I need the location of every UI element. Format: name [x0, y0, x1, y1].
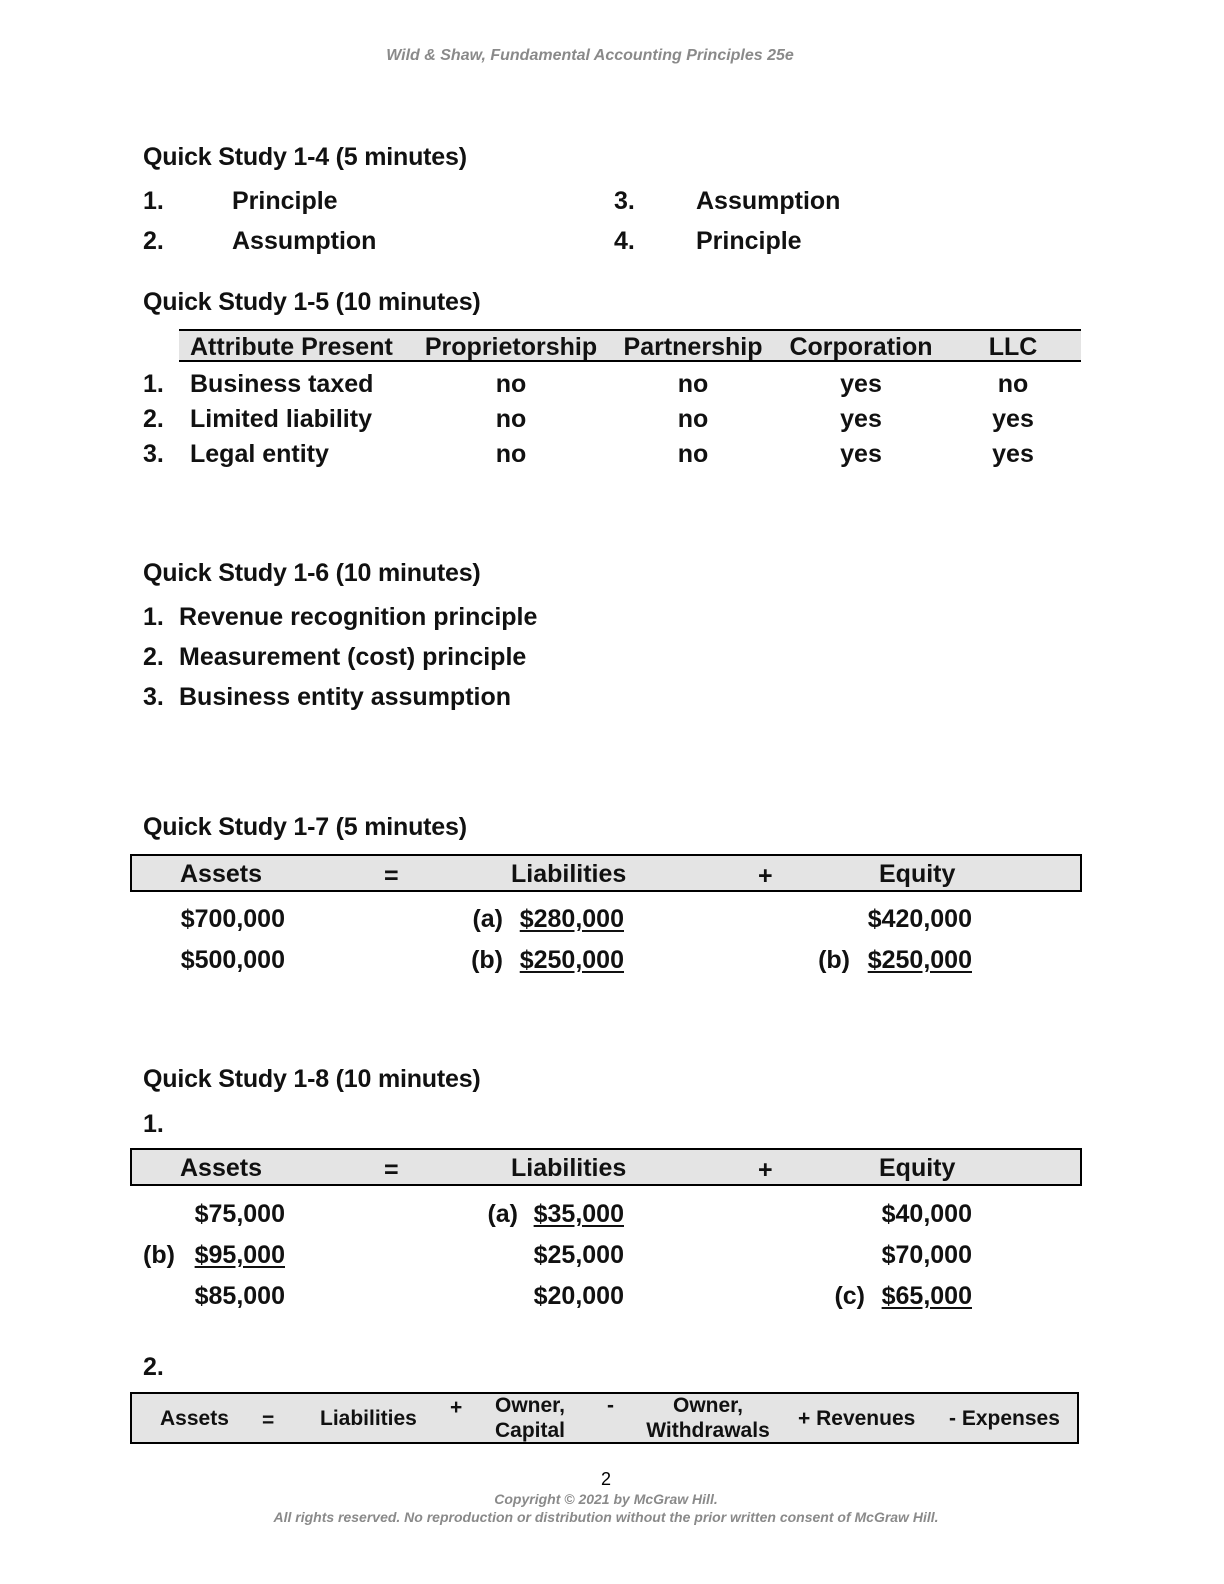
qs18-assets-value: $85,000 [194, 1282, 285, 1310]
qs18-part1-label: 1. [143, 1110, 164, 1138]
expanded-withdrawals-line2: Withdrawals [646, 1419, 770, 1442]
qs18-liab-tag: (a) [487, 1200, 518, 1228]
qs15-cell: yes [992, 440, 1034, 468]
expanded-minus: - [607, 1394, 614, 1417]
expanded-equals: = [262, 1409, 275, 1432]
qs16-title: Quick Study 1-6 (10 minutes) [143, 559, 481, 587]
qs15-row-num: 1. [143, 370, 164, 398]
expanded-assets: Assets [160, 1407, 229, 1430]
qs16-item-num: 1. [143, 603, 164, 631]
expanded-expenses: - Expenses [949, 1407, 1060, 1430]
qs15-cell: yes [840, 440, 882, 468]
qs17-assets-value: $700,000 [180, 905, 285, 933]
qs14-item-text: Principle [696, 227, 802, 255]
expanded-capital-line1: Owner, [494, 1394, 566, 1417]
qs18-liab-value: $20,000 [533, 1282, 624, 1310]
qs15-col-header: Partnership [623, 333, 763, 361]
qs18-equity-value: $70,000 [881, 1241, 972, 1269]
qs15-cell: yes [840, 370, 882, 398]
qs17-liab-tag: (a) [472, 905, 503, 933]
qs16-item-text: Revenue recognition principle [179, 603, 538, 631]
qs15-cell: no [495, 440, 527, 468]
qs14-item-num: 2. [143, 227, 164, 255]
qs16-item-text: Measurement (cost) principle [179, 643, 527, 671]
rights-line: All rights reserved. No reproduction or distribution without the prior written consent of McGraw Hill. [273, 1509, 939, 1525]
qs15-col-header: Proprietorship [424, 333, 598, 361]
qs14-item-num: 4. [614, 227, 635, 255]
qs18-equity-value: $40,000 [881, 1200, 972, 1228]
qs15-cell: no [677, 405, 709, 433]
qs14-item-num: 1. [143, 187, 164, 215]
qs15-row-num: 3. [143, 440, 164, 468]
page-number: 2 [600, 1469, 611, 1489]
qs17-equity-value: $250,000 [867, 946, 972, 974]
qs18-eq-assets: Assets [180, 1154, 262, 1182]
qs15-row-attr: Legal entity [190, 440, 329, 468]
qs18-equity-value: $65,000 [881, 1282, 972, 1310]
qs15-col-header: Attribute Present [190, 333, 393, 361]
qs14-item-text: Principle [232, 187, 338, 215]
expanded-plus: + [450, 1396, 463, 1419]
qs15-top-rule [179, 329, 1081, 331]
expanded-revenues: + Revenues [798, 1407, 916, 1430]
qs15-cell: no [677, 440, 709, 468]
qs18-equity-tag: (c) [834, 1282, 865, 1310]
qs15-cell: yes [992, 405, 1034, 433]
qs15-cell: no [495, 405, 527, 433]
qs18-eq-plus: + [758, 1156, 773, 1184]
qs15-col-header: Corporation [789, 333, 933, 361]
qs17-title: Quick Study 1-7 (5 minutes) [143, 813, 467, 841]
qs16-item-text: Business entity assumption [179, 683, 512, 711]
qs15-cell: yes [840, 405, 882, 433]
qs17-equity-tag: (b) [818, 946, 850, 974]
qs17-liab-value: $280,000 [519, 905, 624, 933]
qs15-row-attr: Business taxed [190, 370, 374, 398]
qs17-eq-equity: Equity [879, 860, 956, 888]
qs17-liab-value: $250,000 [519, 946, 624, 974]
qs18-eq-liabilities: Liabilities [511, 1154, 627, 1182]
qs18-assets-value: $75,000 [194, 1200, 285, 1228]
qs15-row-attr: Limited liability [190, 405, 372, 433]
qs18-eq-equals: = [384, 1156, 399, 1184]
qs17-eq-equals: = [384, 862, 399, 890]
qs18-assets-value: $95,000 [194, 1241, 285, 1269]
qs17-liab-tag: (b) [471, 946, 503, 974]
expanded-withdrawals-line1: Owner, [672, 1394, 744, 1417]
qs15-row-num: 2. [143, 405, 164, 433]
qs17-eq-assets: Assets [180, 860, 262, 888]
qs17-eq-liabilities: Liabilities [511, 860, 627, 888]
qs16-item-num: 2. [143, 643, 164, 671]
qs17-equity-value: $420,000 [867, 905, 972, 933]
qs15-col-header: LLC [988, 333, 1038, 361]
copyright-line: Copyright © 2021 by McGraw Hill. [494, 1491, 718, 1507]
qs18-part2-label: 2. [143, 1353, 164, 1381]
qs17-assets-value: $500,000 [180, 946, 285, 974]
qs18-assets-tag: (b) [143, 1241, 175, 1269]
qs17-eq-plus: + [758, 862, 773, 890]
qs15-cell: no [677, 370, 709, 398]
qs14-title: Quick Study 1-4 (5 minutes) [143, 143, 467, 171]
qs15-cell: no [997, 370, 1029, 398]
qs14-item-text: Assumption [696, 187, 841, 215]
expanded-liabilities: Liabilities [320, 1407, 417, 1430]
qs15-title: Quick Study 1-5 (10 minutes) [143, 288, 481, 316]
qs14-item-num: 3. [614, 187, 635, 215]
qs16-item-num: 3. [143, 683, 164, 711]
qs14-item-text: Assumption [232, 227, 377, 255]
qs18-liab-value: $25,000 [533, 1241, 624, 1269]
qs18-title: Quick Study 1-8 (10 minutes) [143, 1065, 481, 1093]
qs18-eq-equity: Equity [879, 1154, 956, 1182]
qs18-liab-value: $35,000 [533, 1200, 624, 1228]
qs15-cell: no [495, 370, 527, 398]
running-header: Wild & Shaw, Fundamental Accounting Principles 25e [386, 47, 794, 64]
expanded-capital-line2: Capital [494, 1419, 565, 1442]
